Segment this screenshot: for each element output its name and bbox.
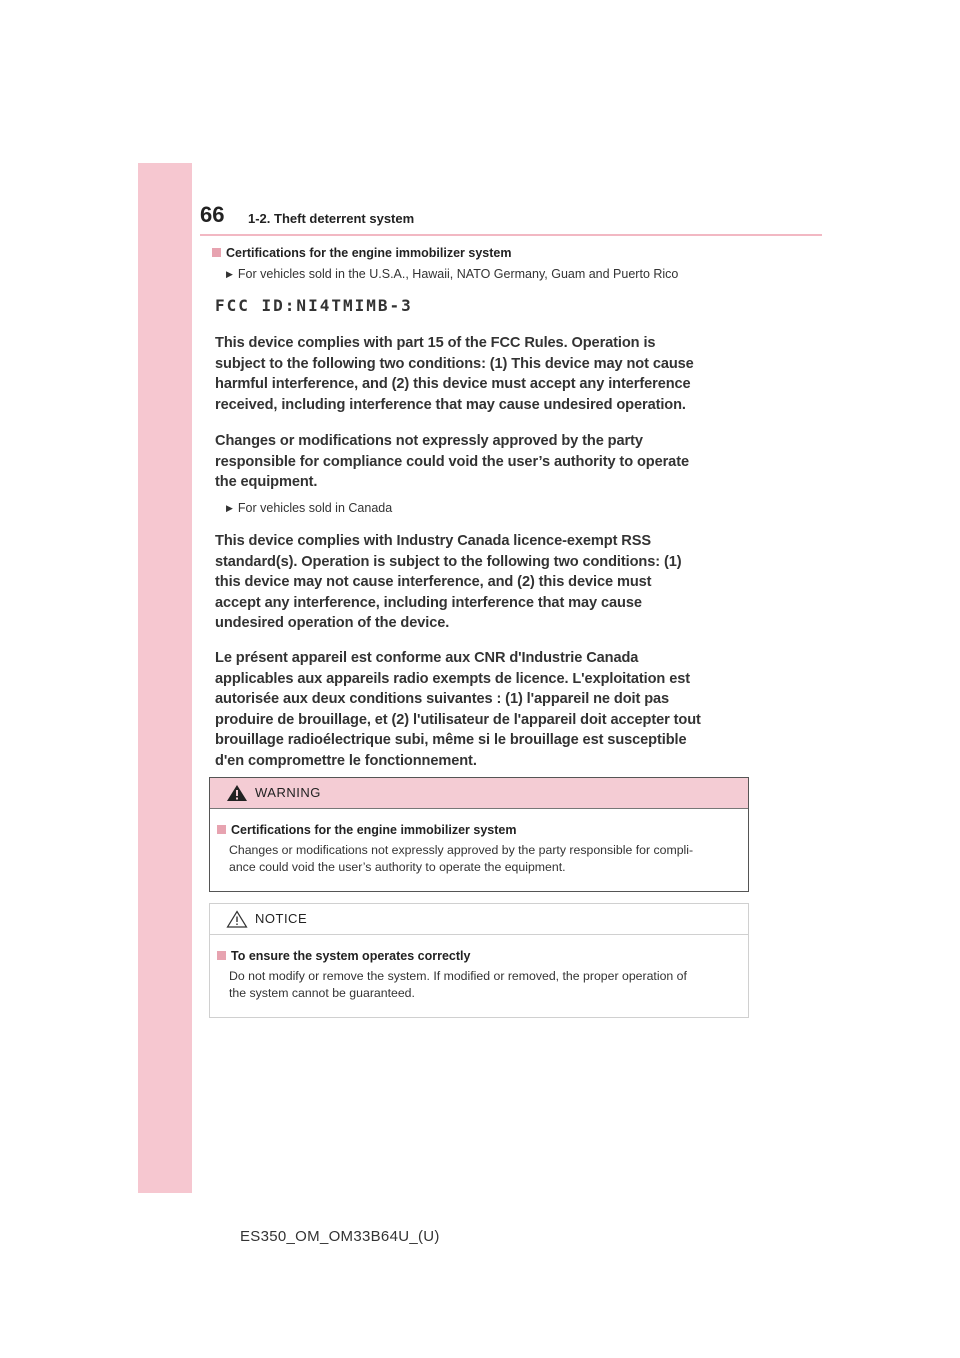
side-tab <box>138 163 192 1193</box>
warning-box <box>209 777 749 892</box>
triangle-bullet-icon: ▶ <box>226 503 233 513</box>
square-bullet-icon <box>212 248 221 257</box>
notice-triangle-icon <box>226 910 248 928</box>
notice-title: NOTICE <box>255 911 308 926</box>
canada-bullet: ▶ For vehicles sold in Canada <box>226 501 393 515</box>
warning-subheading: Certifications for the engine immobilizer system <box>217 823 516 837</box>
warning-title: WARNING <box>255 785 321 800</box>
canada-paragraph-fr: Le présent appareil est conforme aux CNR d'Industrie Canada applicables aux appareils radio exempts de licence. L'exploitation est autorisée aux deux conditions suivantes : (1) l'appareil ne doit pas produire de brouillage, et (2) l'utilisateur de l'appareil doit accepter tout brouillage radioélectrique subi, même si le brouillage est susceptible d'en compromettre le fonctionnement. <box>215 650 701 769</box>
canada-paragraph-en: This device complies with Industry Canada licence-exempt RSS standard(s). Operation is subject to the following two conditions: (1) this device may not cause interference, and (2) this device must accept any interference, including interference that may cause undesired operation of the device. <box>215 533 682 632</box>
section-title: 1-2. Theft deterrent system <box>248 211 415 226</box>
footer-code: ES350_OM_OM33B64U_(U) <box>240 1228 440 1245</box>
triangle-bullet-icon: ▶ <box>226 269 233 279</box>
square-bullet-icon <box>217 951 226 960</box>
notice-box <box>209 903 749 1018</box>
notice-body: Do not modify or remove the system. If modified or removed, the proper operation of the system cannot be guaranteed. <box>229 969 687 1000</box>
usa-bullet: ▶ For vehicles sold in the U.S.A., Hawaii, NATO Germany, Guam and Puerto Rico <box>226 267 679 281</box>
fcc-paragraph-2: Changes or modifications not expressly approved by the party responsible for compliance could void the user’s authority to operate the equipment. <box>215 433 689 491</box>
square-bullet-icon <box>217 825 226 834</box>
page-number: 66 <box>200 202 225 227</box>
warning-header <box>210 778 748 809</box>
notice-header <box>210 904 748 935</box>
warning-body: Changes or modifications not expressly approved by the party responsible for compli- ance could void the user’s authority to operate the equipment. <box>229 843 694 874</box>
page-header <box>200 202 822 236</box>
warning-triangle-icon <box>226 784 248 802</box>
notice-subheading: To ensure the system operates correctly <box>217 949 470 963</box>
certifications-heading: Certifications for the engine immobilizer system <box>212 246 511 260</box>
fcc-paragraph-1: This device complies with part 15 of the FCC Rules. Operation is subject to the following two conditions: (1) This device may not cause harmful interference, and (2) this device must accept any interference received, including interference that may cause undesired operation. <box>215 335 694 413</box>
fcc-id: FCC ID:NI4TMIMB-3 <box>215 296 413 315</box>
